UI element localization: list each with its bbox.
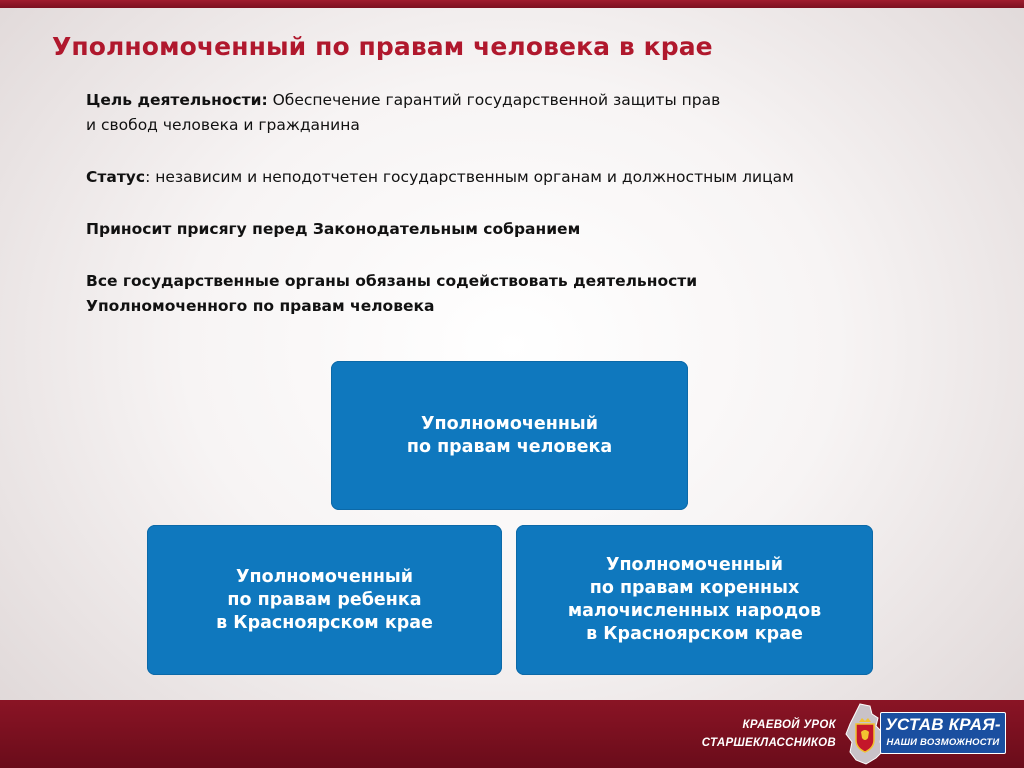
goal-text: Обеспечение гарантий государственной защиты прав xyxy=(267,91,721,109)
footer-line-1: КРАЕВОЙ УРОК xyxy=(742,719,836,731)
ombudsman-indigenous-rights-box xyxy=(516,525,873,675)
ombudsman-child-rights-box xyxy=(147,525,502,675)
goal-label: Цель деятельности: xyxy=(86,91,268,109)
top-bar xyxy=(0,0,1024,8)
duty-line-1: Все государственные органы обязаны содействовать деятельности xyxy=(86,272,698,290)
badge-sub-text: НАШИ ВОЗМОЖНОСТИ xyxy=(886,737,1000,748)
oath-line: Приносит присягу перед Законодательным собранием xyxy=(86,220,581,238)
footer-line-2: СТАРШЕКЛАССНИКОВ xyxy=(701,737,836,749)
slide-title: Уполномоченный по правам человека в крае xyxy=(52,32,713,61)
ombudsman-indigenous-rights-label: Уполномоченный по правам коренных малочисленных народов в Красноярском крае xyxy=(567,555,822,644)
ombudsman-human-rights-label: Уполномоченный по правам человека xyxy=(406,413,613,457)
badge-main-text: УСТАВ КРАЯ- xyxy=(885,715,1001,734)
status-text: : независим и неподотчетен государственным органам и должностным лицам xyxy=(145,168,794,186)
goal-line xyxy=(86,88,966,113)
text-block xyxy=(86,88,966,319)
status-label: Статус xyxy=(86,168,146,186)
duty-line-2: Уполномоченного по правам человека xyxy=(86,297,435,315)
charter-badge xyxy=(880,712,1006,754)
goal-line-2: и свобод человека и гражданина xyxy=(86,116,360,134)
ombudsman-child-rights-label: Уполномоченный по правам ребенка в Красноярском крае xyxy=(216,566,433,633)
ombudsman-human-rights-box xyxy=(331,361,688,510)
status-line xyxy=(86,165,966,190)
